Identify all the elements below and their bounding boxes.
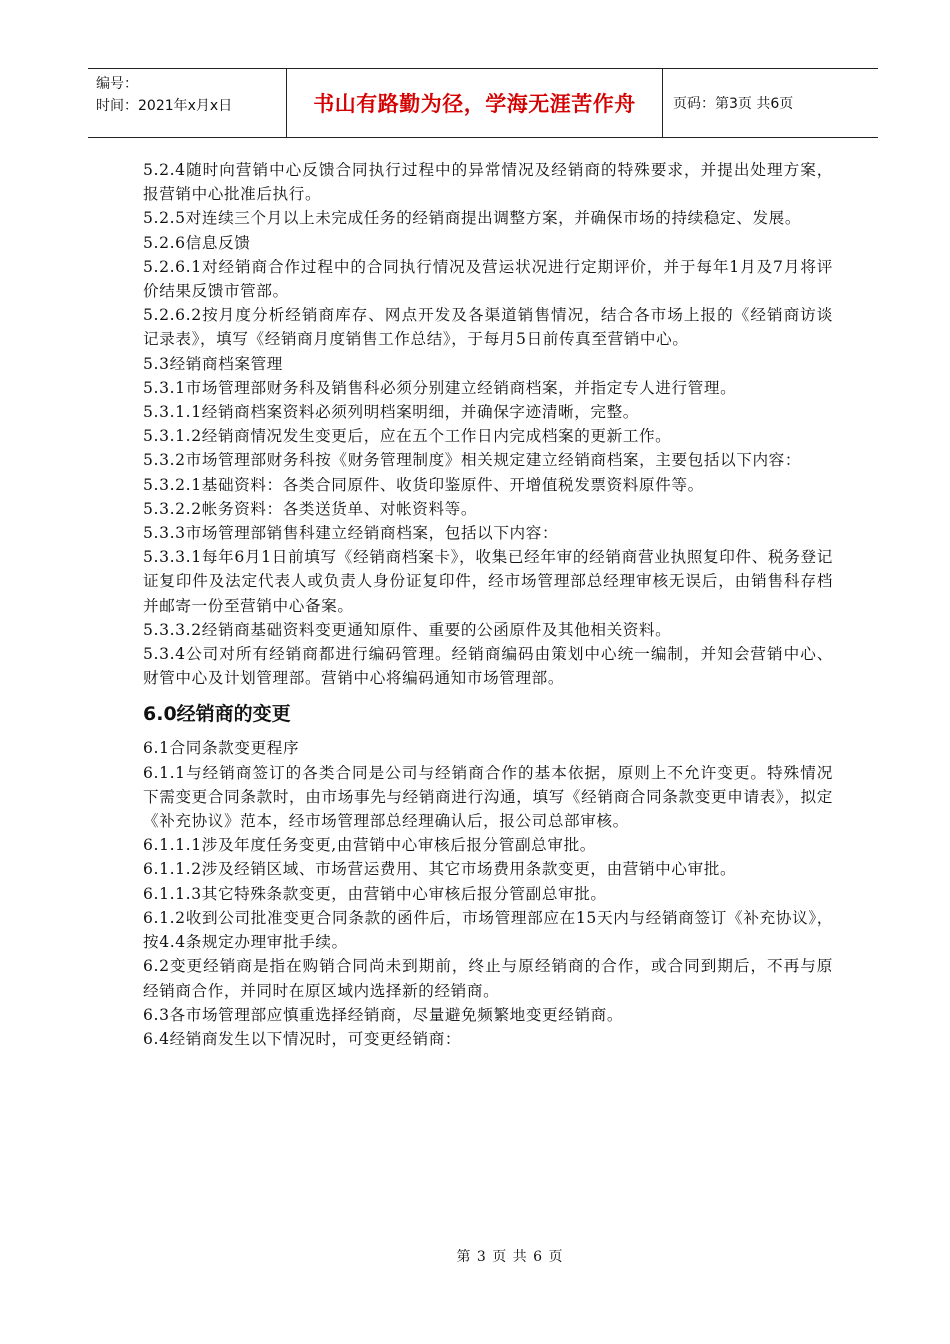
paragraph: 5.3经销商档案管理 (143, 354, 283, 373)
paragraph: 5.3.2.1基础资料：各类合同原件、收货印鉴原件、开增值税发票资料原件等。 (143, 475, 704, 494)
doc-code-label: 编号： (96, 76, 138, 92)
paragraph-group-6 (143, 736, 833, 1051)
paragraph: 5.3.1.2经销商情况发生变更后，应在五个工作日内完成档案的更新工作。 (143, 427, 672, 446)
paragraph: 6.1合同条款变更程序 (143, 739, 300, 758)
page-footer: 第 3 页 共 6 页 (456, 1249, 564, 1265)
paragraph: 6.2变更经销商是指在购销合同尚未到期前，终止与原经销商的合作，或合同到期后，不再与原经销商合作，并同时在原区域内选择新的经销商。 (143, 957, 833, 1000)
header-page-number: 页码：第3页 共6页 (673, 96, 794, 112)
document-body (143, 158, 833, 1051)
section-heading: 6.0经销商的变更 (143, 703, 291, 726)
paragraph-group-5 (143, 158, 833, 690)
header-motto: 书山有路勤为径，学海无涯苦作舟 (286, 69, 663, 137)
paragraph: 5.3.3.2经销商基础资料变更通知原件、重要的公函原件及其他相关资料。 (143, 620, 672, 639)
paragraph: 6.1.1与经销商签订的各类合同是公司与经销商合作的基本依据，原则上不允许变更。特殊情况下需变更合同条款时，由市场事先与经销商进行沟通，填写《经销商合同条款变更申请表》，拟定《补充协议》范本，经市场管理部总经理确认后，报公司总部审核。 (143, 763, 833, 831)
paragraph: 6.3各市场管理部应慎重选择经销商，尽量避免频繁地变更经销商。 (143, 1005, 624, 1024)
page-header (88, 68, 878, 138)
paragraph: 5.3.4公司对所有经销商都进行编码管理。经销商编码由策划中心统一编制，并知会营销中心、财管中心及计划管理部。营销中心将编码通知市场管理部。 (143, 645, 833, 688)
paragraph: 5.3.2.2帐务资料：各类送货单、对帐资料等。 (143, 499, 478, 518)
paragraph: 5.3.3市场管理部销售科建立经销商档案，包括以下内容： (143, 524, 559, 543)
paragraph: 5.3.1.1经销商档案资料必须列明档案明细，并确保字迹清晰，完整。 (143, 403, 639, 422)
paragraph: 6.4经销商发生以下情况时，可变更经销商： (143, 1029, 462, 1048)
paragraph: 5.2.5对连续三个月以上未完成任务的经销商提出调整方案，并确保市场的持续稳定、发展。 (143, 209, 802, 228)
paragraph: 6.1.1.1涉及年度任务变更,由营销中心审核后报分管副总审批。 (143, 836, 596, 855)
paragraph: 6.1.1.2涉及经销区域、市场营运费用、其它市场费用条款变更，由营销中心审批。 (143, 860, 737, 879)
paragraph: 5.3.1市场管理部财务科及销售科必须分别建立经销商档案，并指定专人进行管理。 (143, 378, 737, 397)
paragraph: 5.2.6.1对经销商合作过程中的合同执行情况及营运状况进行定期评价，并于每年1月及7月将评价结果反馈市管部。 (143, 257, 833, 301)
paragraph: 6.1.2收到公司批准变更合同条款的函件后，市场管理部应在15天内与经销商签订《补充协议》，按4.4条规定办理审批手续。 (143, 908, 833, 952)
paragraph: 5.2.6信息反馈 (143, 233, 251, 252)
paragraph: 5.2.6.2按月度分析经销商库存、网点开发及各渠道销售情况，结合各市场上报的《经销商访谈记录表》，填写《经销商月度销售工作总结》，于每月5日前传真至营销中心。 (143, 306, 833, 349)
doc-time-label: 时间：2021年x月x日 (96, 98, 233, 114)
paragraph: 5.3.2市场管理部财务科按《财务管理制度》相关规定建立经销商档案，主要包括以下内容： (143, 451, 802, 470)
paragraph: 5.2.4随时向营销中心反馈合同执行过程中的异常情况及经销商的特殊要求，并提出处理方案，报营销中心批准后执行。 (143, 161, 833, 204)
paragraph: 6.1.1.3其它特殊条款变更，由营销中心审核后报分管副总审批。 (143, 884, 607, 903)
header-meta (88, 69, 286, 137)
paragraph: 5.3.3.1每年6月1日前填写《经销商档案卡》，收集已经年审的经销商营业执照复印件、税务登记证复印件及法定代表人或负责人身份证复印件，经市场管理部总经理审核无误后，由销售科存档并邮寄一份至营销中心备案。 (143, 548, 833, 615)
